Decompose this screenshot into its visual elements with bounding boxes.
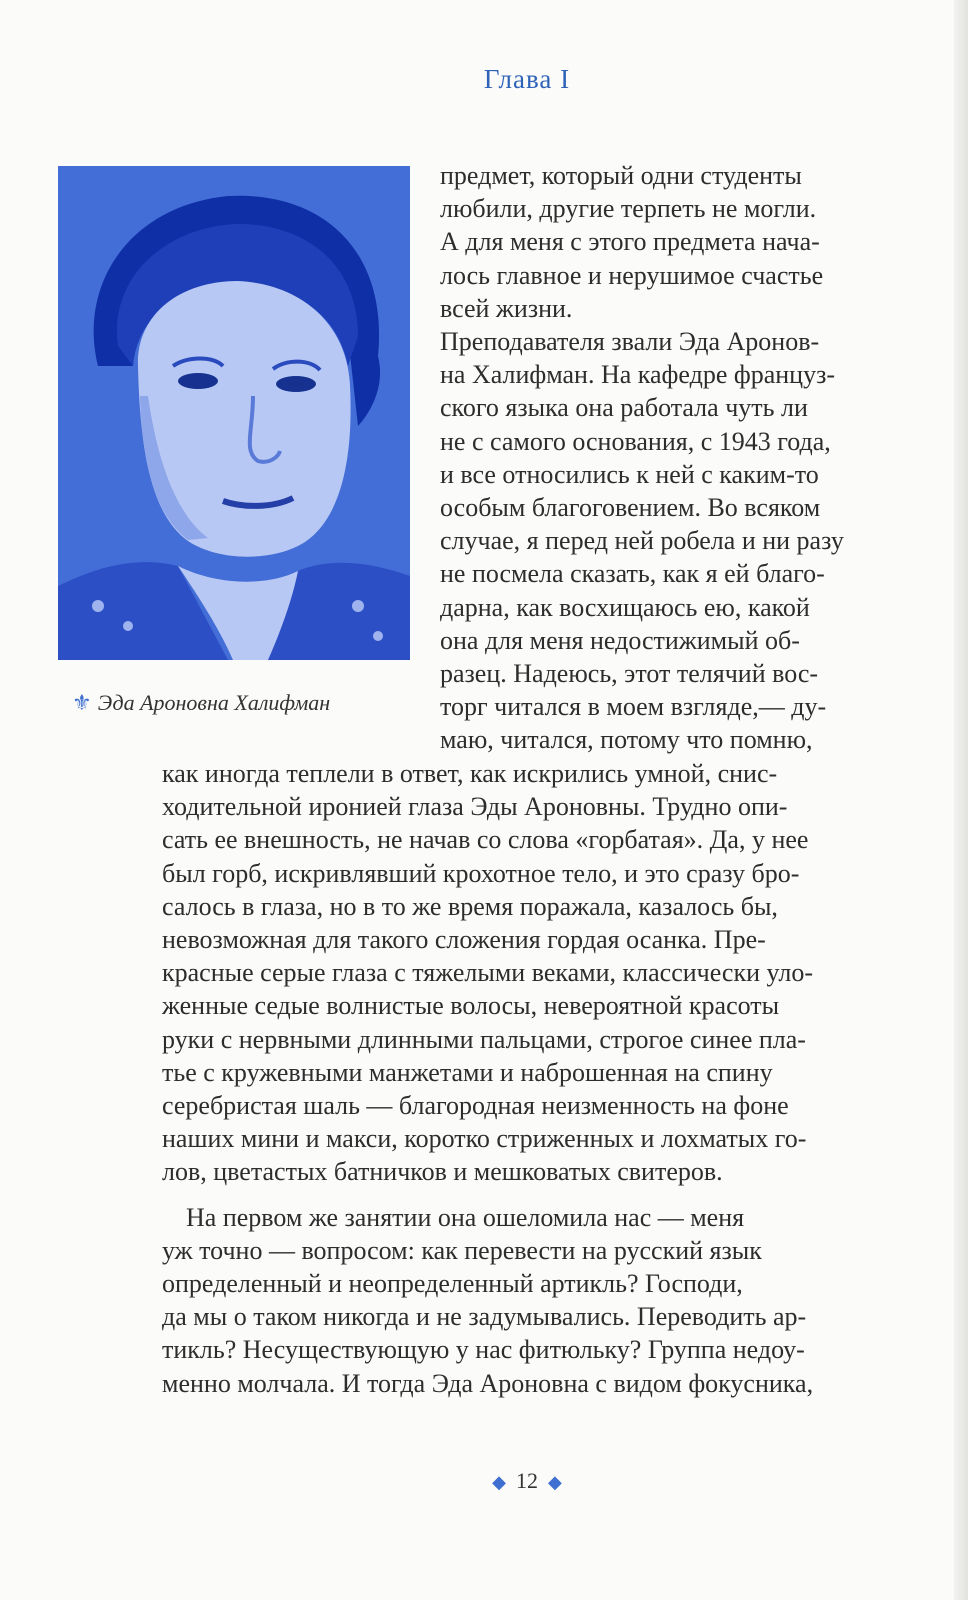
text-line: случае, я перед ней робела и ни разу xyxy=(440,526,844,556)
ornament-icon: ⚜ xyxy=(72,690,92,715)
text-line: красные серые глаза с тяжелыми веками, классически уло- xyxy=(162,958,813,988)
text-line: и все относились к ней с каким-то xyxy=(440,459,819,489)
portrait-photo xyxy=(58,166,410,660)
text-line: серебристая шаль — благородная неизменность на фоне xyxy=(162,1091,789,1120)
chapter-heading xyxy=(0,64,968,95)
text-line: предмет, который одни студенты xyxy=(440,161,802,190)
page-edge xyxy=(954,0,968,1600)
text-line: менно молчала. И тогда Эда Ароновна с видом фокусника, xyxy=(162,1368,814,1398)
page-footer xyxy=(0,1468,968,1494)
text-line: тикль? Несуществующую у нас фитюльку? Группа недоу- xyxy=(162,1335,805,1365)
text-line: салось в глаза, но в то же время поражала, казалось бы, xyxy=(162,891,778,921)
ornament-icon: ◆ xyxy=(492,1472,506,1492)
text-line: был горб, искривлявший крохотное тело, и это сразу бро- xyxy=(162,858,800,888)
text-line: На первом же занятии она ошеломила нас — меня xyxy=(186,1202,745,1232)
text-line: наших мини и макси, коротко стриженных и лохматых го- xyxy=(162,1124,807,1154)
text-line: лось главное и нерушимое счастье xyxy=(440,260,824,290)
text-line: ходительной иронией глаза Эды Ароновны. Трудно опи- xyxy=(162,792,788,822)
text-line: невозможная для такого сложения гордая осанка. Пре- xyxy=(162,925,766,954)
ornament-icon: ◆ xyxy=(548,1472,562,1492)
portrait-image xyxy=(58,166,410,660)
text-line: она для меня недостижимый об- xyxy=(440,625,800,655)
page-number: 12 xyxy=(516,1468,538,1493)
text-line: торг читался в моем взгляде,— ду- xyxy=(440,692,827,722)
chapter-number: I xyxy=(560,64,571,94)
text-line: тье с кружевными манжетами и наброшенная на спину xyxy=(162,1057,773,1087)
text-line: разец. Надеюсь, этот телячий вос- xyxy=(440,659,819,688)
text-line: на Халифман. На кафедре француз- xyxy=(440,360,836,390)
text-line: да мы о таком никогда и не задумывались. Переводить ар- xyxy=(162,1302,807,1332)
text-line: не посмела сказать, как я ей благо- xyxy=(440,559,825,589)
text-line: как иногда теплели в ответ, как искрились умной, снис- xyxy=(162,759,778,788)
photo-caption xyxy=(72,690,432,716)
chapter-word: Глава xyxy=(483,64,553,94)
text-line: лов, цветастых батничков и мешковатых свитеров. xyxy=(162,1157,723,1187)
text-line: особым благоговением. Во всяком xyxy=(440,493,821,522)
text-line: ского языка она работала чуть ли xyxy=(440,393,808,423)
text-line: руки с нервными длинными пальцами, строгое синее пла- xyxy=(162,1024,806,1054)
text-line: не с самого основания, с 1943 года, xyxy=(440,426,831,456)
text-line: определенный и неопределенный артикль? Господи, xyxy=(162,1269,743,1298)
text-line: любили, другие терпеть не могли. xyxy=(440,194,817,224)
text-line: маю, читался, потому что помню, xyxy=(440,725,813,755)
text-line: А для меня с этого предмета нача- xyxy=(440,227,820,257)
text-line: сать ее внешность, не начав со слова «горбатая». Да, у нее xyxy=(162,825,809,855)
text-line: Преподавателя звали Эда Аронов- xyxy=(440,327,820,356)
text-line: дарна, как восхищаюсь ею, какой xyxy=(440,592,810,622)
caption-text: Эда Ароновна Халифман xyxy=(97,690,331,715)
text-line: всей жизни. xyxy=(440,293,573,323)
text-line: уж точно — вопросом: как перевести на русский язык xyxy=(162,1235,762,1265)
text-line: женные седые волнистые волосы, невероятной красоты xyxy=(162,991,780,1021)
